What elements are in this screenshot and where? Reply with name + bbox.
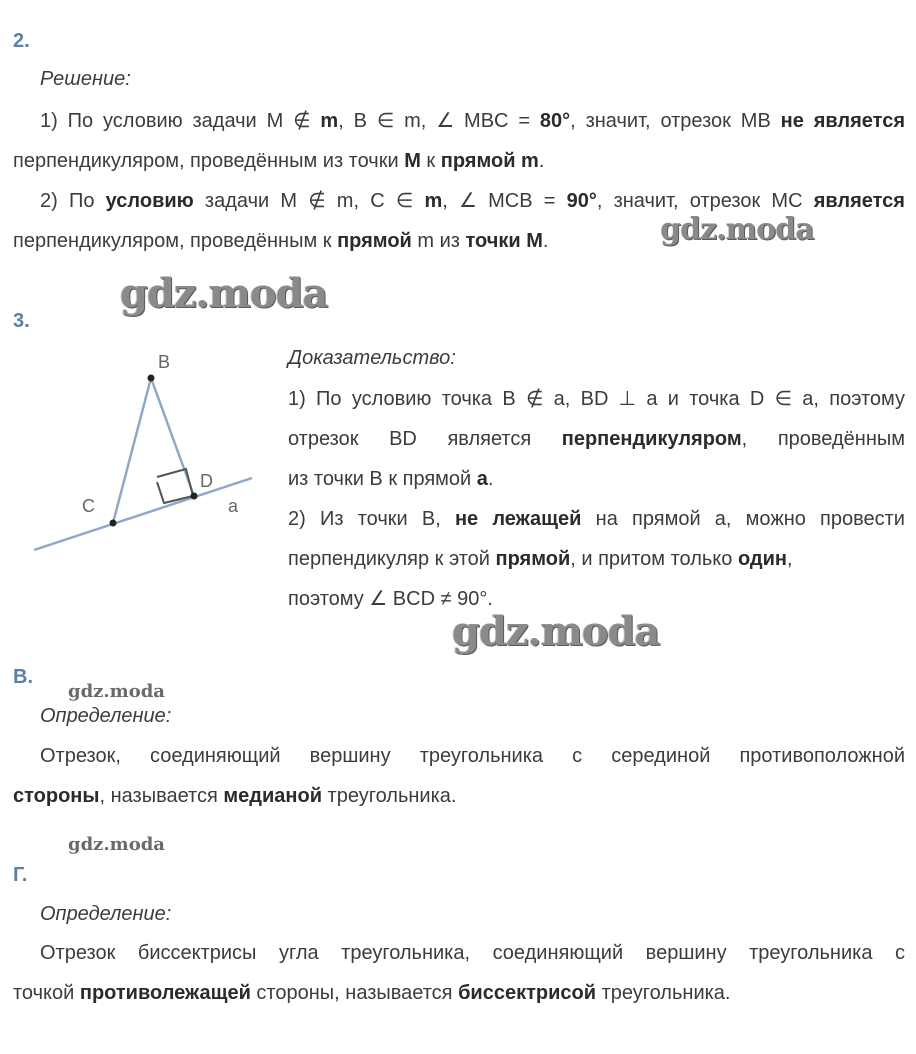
point-b [148, 375, 155, 382]
task-b-number: В. [13, 666, 33, 688]
line-a [34, 478, 252, 550]
task-2-paragraph-1: 1) По условию задачи M ∉ m, B ∈ m, ∠ MBC = 80°, значит, отрезок MB не является перпендикуляром, проведённым из точки M к прямой m. [13, 110, 905, 172]
task-3-number: 3. [13, 310, 30, 332]
segment-bc [113, 378, 151, 523]
watermark: gdz.moda [660, 212, 814, 247]
task-2-number: 2. [13, 30, 30, 52]
watermark: gdz.moda [68, 681, 165, 702]
right-angle-marker [157, 469, 193, 503]
point-d [191, 493, 198, 500]
watermark: gdz.moda [452, 608, 660, 655]
task-b-definition: Отрезок, соединяющий вершину треугольника с серединой противоположной стороны, называется медианой треугольника. [13, 745, 905, 807]
watermark: gdz.moda [68, 834, 165, 855]
label-a: a [228, 496, 239, 516]
perpendicular-figure [20, 340, 270, 570]
task-g-definition: Отрезок биссектрисы угла треугольника, соединяющий вершину треугольника с точкой противолежащей стороны, называется биссектрисой треугольника. [13, 942, 905, 1004]
task-g-number: Г. [13, 864, 28, 886]
point-c [110, 520, 117, 527]
task-b-heading: Определение: [40, 705, 172, 727]
watermark: gdz.moda [120, 270, 328, 317]
task-3-paragraph-2: 2) Из точки B, не лежащей на прямой a, можно провести перпендикуляр к этой прямой, и притом только один, поэтому ∠ BCD ≠ 90°. [288, 508, 905, 610]
task-g-heading: Определение: [40, 903, 172, 925]
label-c: C [82, 496, 95, 516]
task-2-paragraph-2: 2) По условию задачи M ∉ m, C ∈ m, ∠ MCB = 90°, значит, отрезок MC является перпендикуляром, проведённым к прямой m из точки M. [13, 190, 905, 252]
label-b: B [158, 352, 171, 372]
task-2-heading: Решение: [40, 68, 131, 90]
task-3-paragraph-1: 1) По условию точка B ∉ a, BD ⊥ a и точка D ∈ a, поэтому отрезок BD является перпендикуляром, проведённым из точки B к прямой а. [288, 388, 905, 490]
label-d: D [200, 471, 213, 491]
task-3-heading: Доказательство: [288, 347, 456, 369]
